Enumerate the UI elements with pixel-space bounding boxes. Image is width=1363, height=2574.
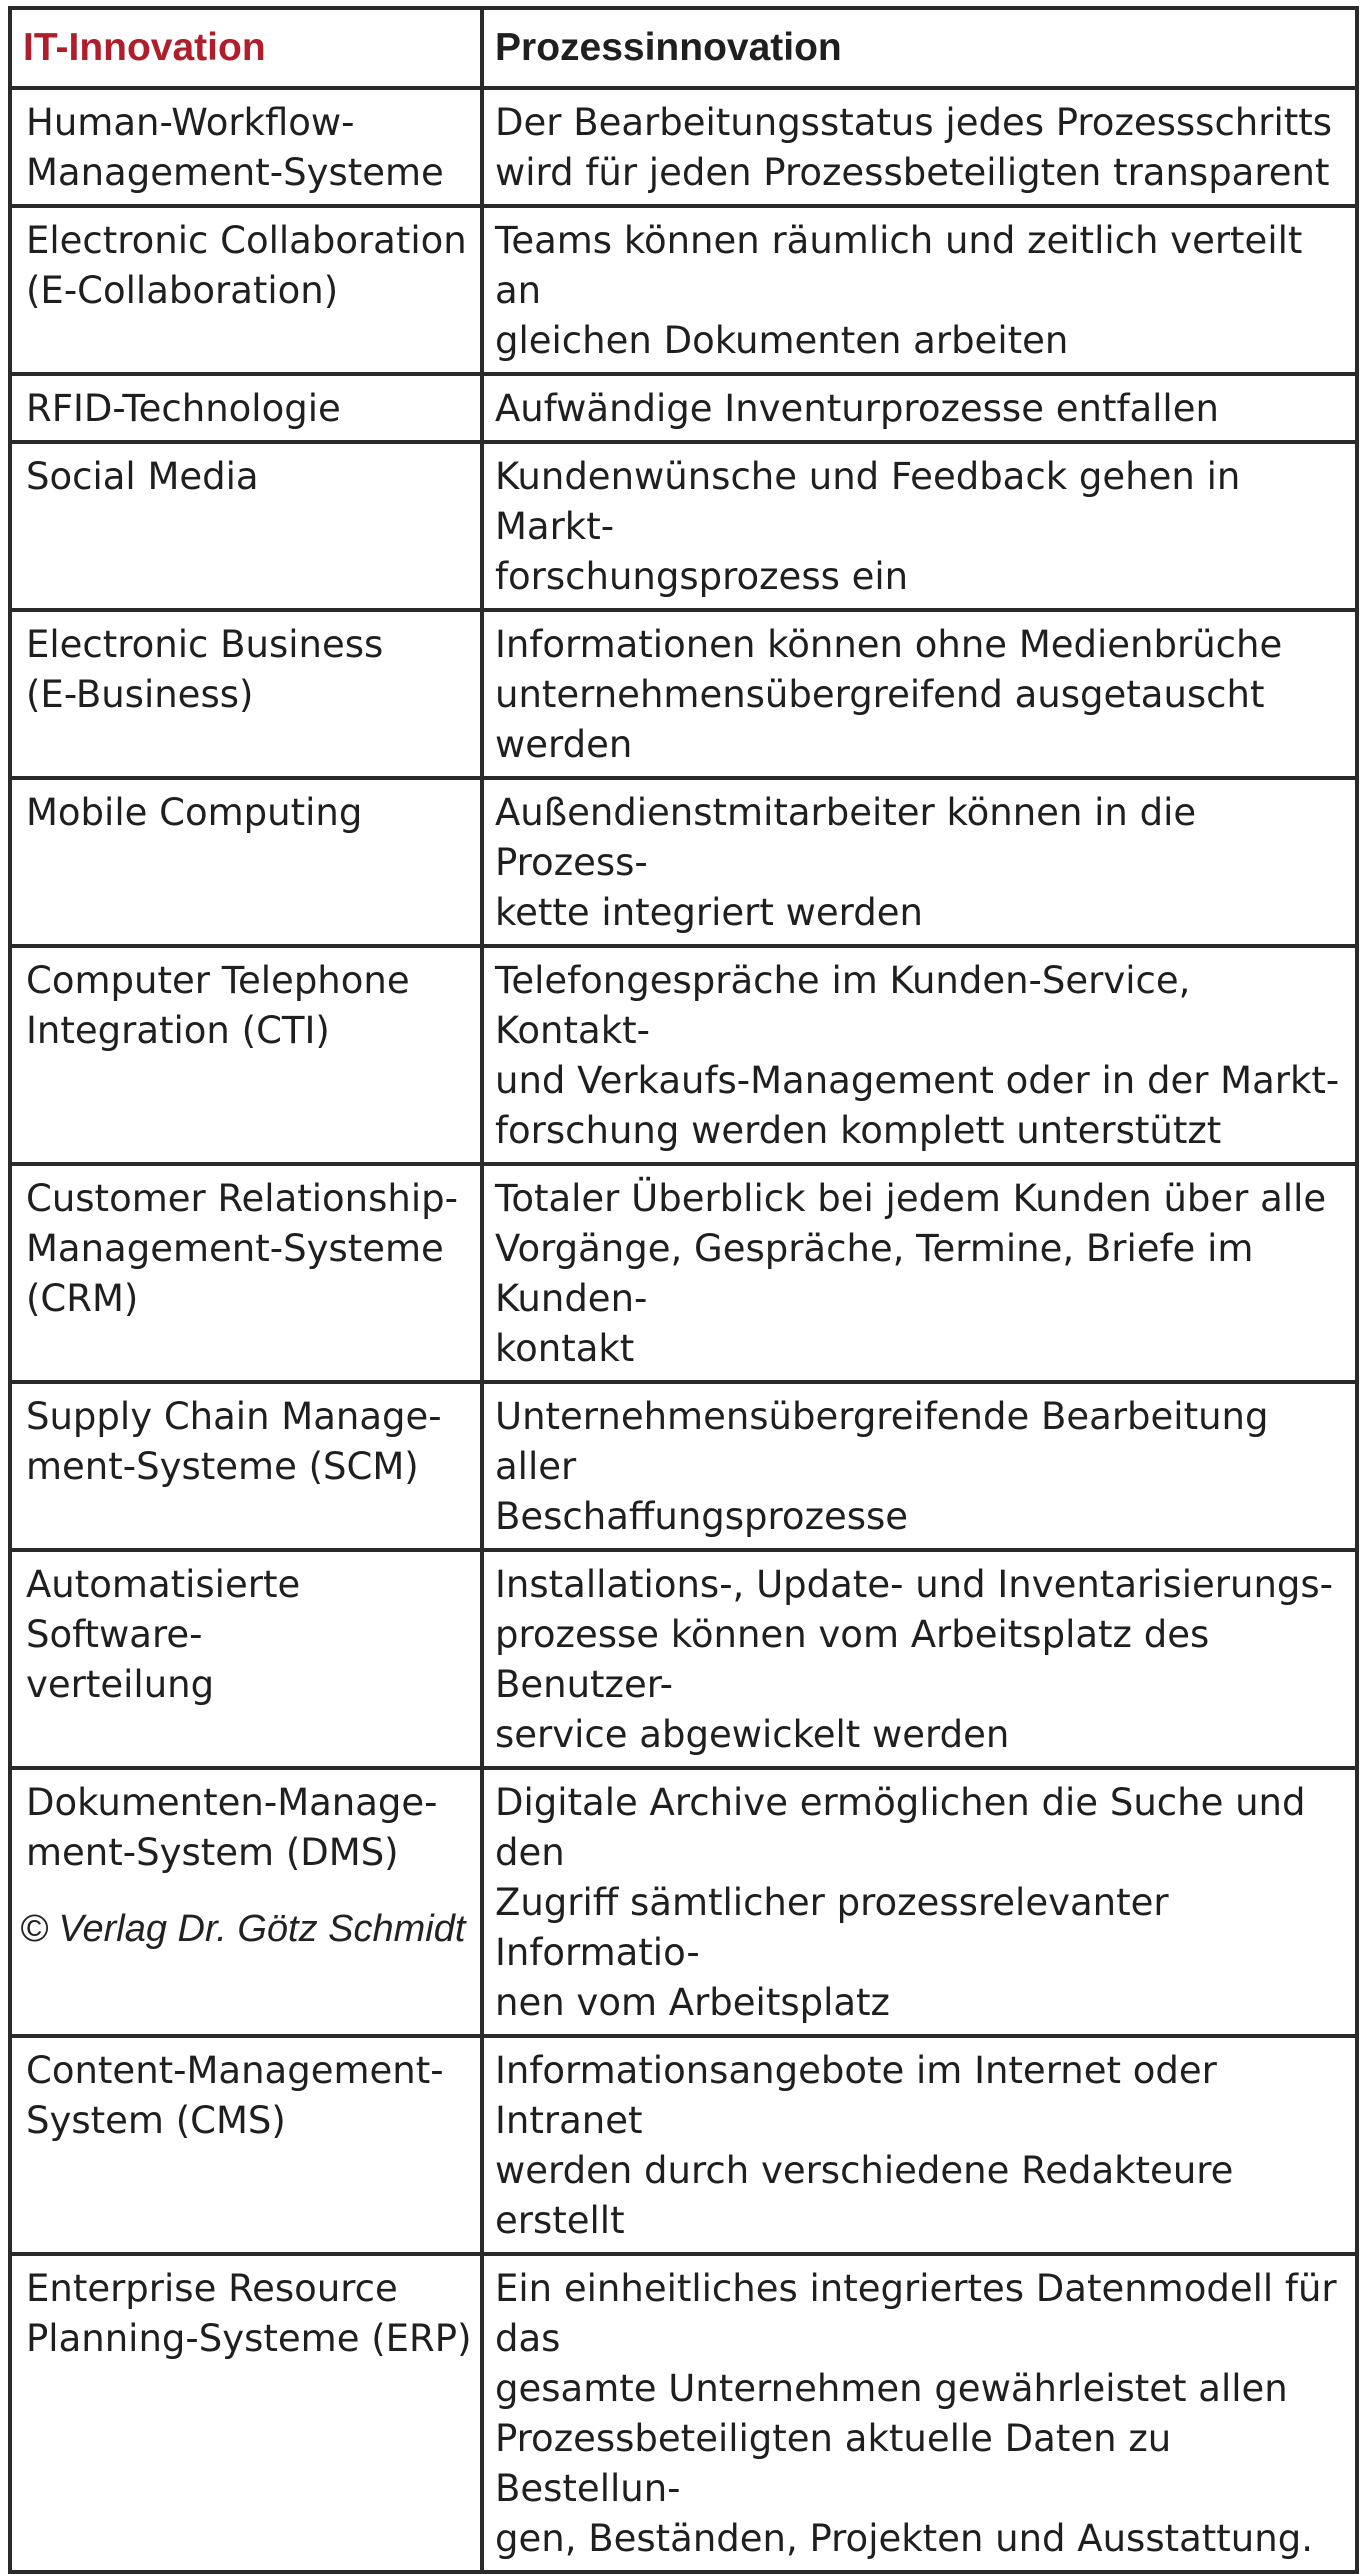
header-it-innovation: IT-Innovation (10, 8, 482, 88)
cell-it-innovation: Social Media (10, 442, 482, 610)
cell-it-innovation: Dokumenten-Manage- ment-System (DMS) (10, 1768, 482, 2036)
cell-prozessinnovation: Der Bearbeitungsstatus jedes Prozessschritts wird für jeden Prozessbeteiligten transparent (482, 88, 1357, 206)
cell-prozessinnovation: Aufwändige Inventurprozesse entfallen (482, 374, 1357, 442)
cell-it-innovation: Human-Workflow- Management-Systeme (10, 88, 482, 206)
cell-it-innovation: Content-Management- System (CMS) (10, 2036, 482, 2254)
innovation-table-container (8, 6, 1355, 2574)
cell-it-innovation: RFID-Technologie (10, 374, 482, 442)
cell-prozessinnovation: Informationen können ohne Medienbrüche unternehmensübergreifend ausgetauscht werden (482, 610, 1357, 778)
table-row (10, 1768, 1357, 2036)
cell-prozessinnovation: Telefongespräche im Kunden-Service, Kontakt- und Verkaufs-Management oder in der Markt- forschung werden komplett unterstützt (482, 946, 1357, 1164)
cell-it-innovation: Automatisierte Software- verteilung (10, 1550, 482, 1768)
table-row (10, 88, 1357, 206)
table-row (10, 2036, 1357, 2254)
cell-prozessinnovation: Außendienstmitarbeiter können in die Prozess- kette integriert werden (482, 778, 1357, 946)
table-row (10, 610, 1357, 778)
table-row (10, 778, 1357, 946)
copyright-footer: © Verlag Dr. Götz Schmidt (20, 1908, 466, 1950)
cell-it-innovation: Supply Chain Manage- ment-Systeme (SCM) (10, 1382, 482, 1550)
table-header-row (10, 8, 1357, 88)
cell-prozessinnovation: Ein einheitliches integriertes Datenmodell für das gesamte Unternehmen gewährleistet allen Prozessbeteiligten aktuelle Daten zu Bestellun- gen, Beständen, Projekten und Ausstattung. (482, 2254, 1357, 2572)
cell-prozessinnovation: Informationsangebote im Internet oder Intranet werden durch verschiedene Redakteure erstellt (482, 2036, 1357, 2254)
cell-prozessinnovation: Unternehmensübergreifende Bearbeitung aller Beschaffungsprozesse (482, 1382, 1357, 1550)
table-row (10, 2254, 1357, 2572)
header-prozessinnovation: Prozessinnovation (482, 8, 1357, 88)
table-row (10, 1382, 1357, 1550)
table-row (10, 374, 1357, 442)
table-row (10, 1164, 1357, 1382)
table-row (10, 206, 1357, 374)
table-row (10, 1550, 1357, 1768)
innovation-table (8, 6, 1359, 2574)
cell-it-innovation: Electronic Business (E-Business) (10, 610, 482, 778)
cell-it-innovation: Electronic Collaboration (E-Collaboration) (10, 206, 482, 374)
cell-it-innovation: Mobile Computing (10, 778, 482, 946)
cell-prozessinnovation: Digitale Archive ermöglichen die Suche und den Zugriff sämtlicher prozessrelevanter Informatio- nen vom Arbeitsplatz (482, 1768, 1357, 2036)
cell-prozessinnovation: Totaler Überblick bei jedem Kunden über alle Vorgänge, Gespräche, Termine, Briefe im Kunden- kontakt (482, 1164, 1357, 1382)
cell-prozessinnovation: Kundenwünsche und Feedback gehen in Markt- forschungsprozess ein (482, 442, 1357, 610)
table-row (10, 946, 1357, 1164)
cell-it-innovation: Enterprise Resource Planning-Systeme (ERP) (10, 2254, 482, 2572)
cell-it-innovation: Customer Relationship- Management-Systeme (CRM) (10, 1164, 482, 1382)
cell-prozessinnovation: Installations-, Update- und Inventarisierungs- prozesse können vom Arbeitsplatz des Benutzer- service abgewickelt werden (482, 1550, 1357, 1768)
table-row (10, 442, 1357, 610)
cell-prozessinnovation: Teams können räumlich und zeitlich verteilt an gleichen Dokumenten arbeiten (482, 206, 1357, 374)
cell-it-innovation: Computer Telephone Integration (CTI) (10, 946, 482, 1164)
